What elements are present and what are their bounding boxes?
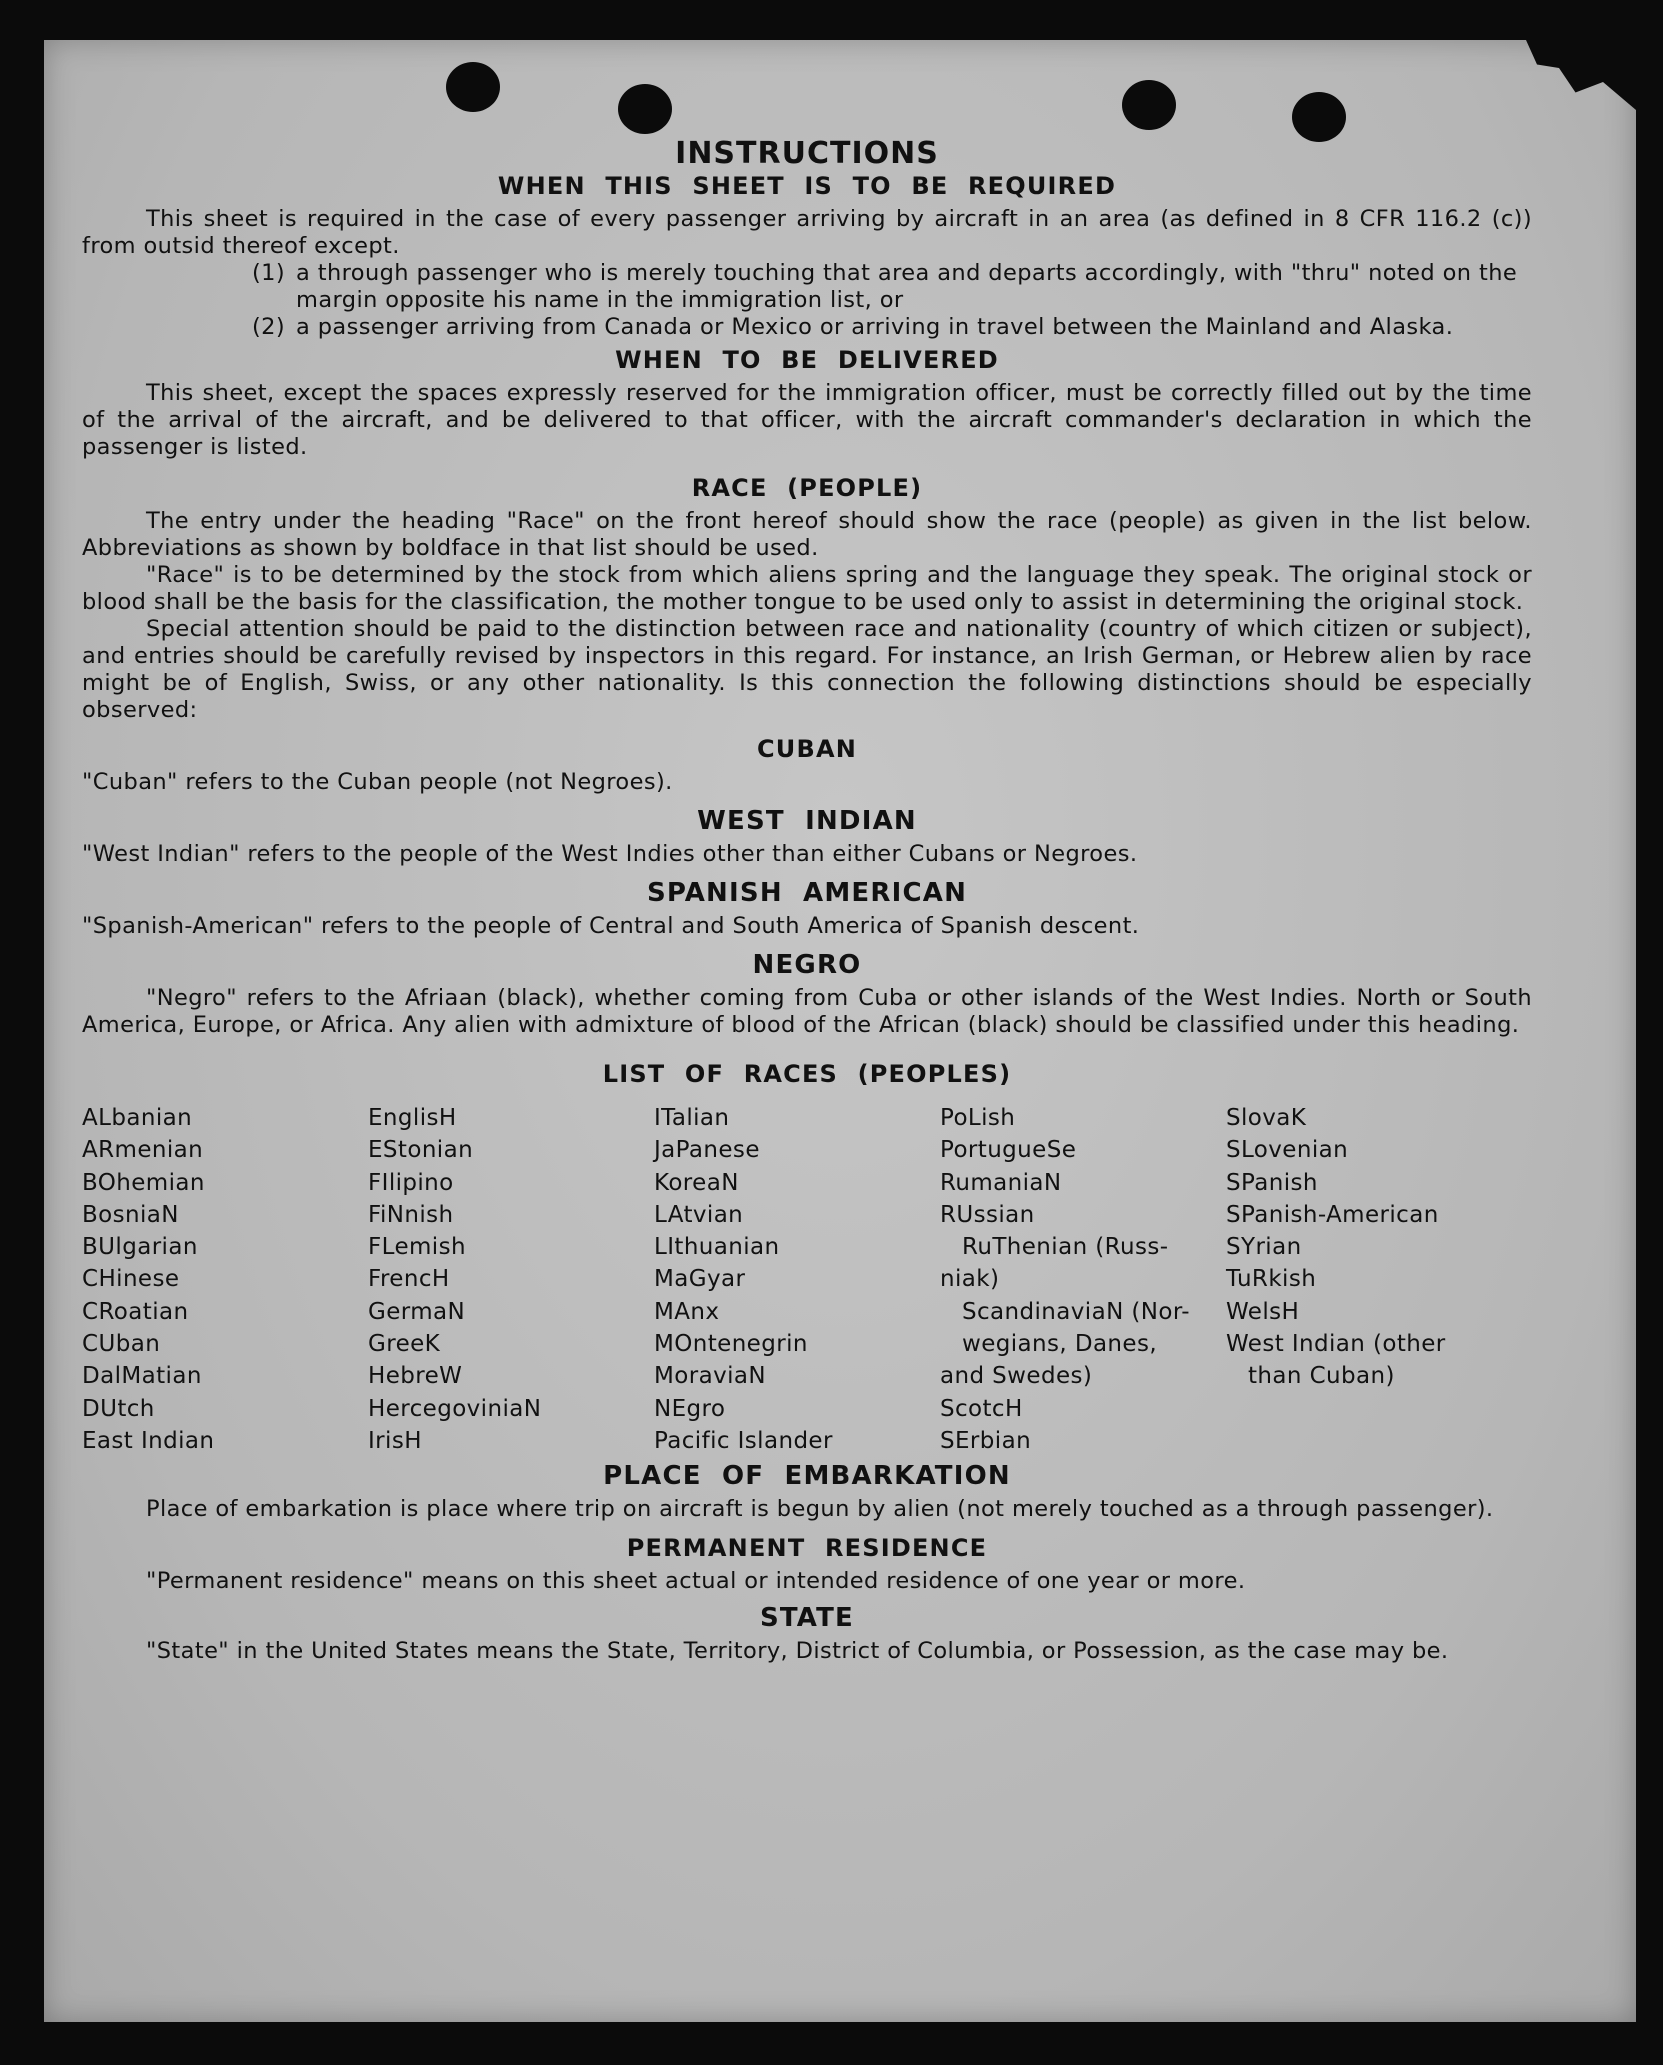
race-entry: SLovenian [1226,1137,1349,1164]
exception-item-2 [252,314,1532,341]
race-entry: EStonian [368,1137,474,1164]
race-entry: SPanish-American [1226,1201,1439,1228]
exception-text: a passenger arriving from Canada or Mexico or arriving in travel between the Mainland and Alaska. [296,314,1454,340]
race-entry: DUtch [82,1395,155,1422]
race-entry: SPanish [1226,1169,1318,1196]
race-entry: MaGyar [654,1266,746,1293]
race-entry: BUlgarian [82,1234,198,1261]
race-entry: CHinese [82,1266,180,1293]
races-column-1 [82,1102,368,1457]
torn-corner [1526,40,1636,110]
heading-residence: PERMANENT RESIDENCE [626,1534,988,1563]
race-entry: FrencH [368,1266,450,1293]
race-entry: BosniaN [82,1201,179,1228]
heading-negro: NEGRO [752,950,862,980]
races-column-3 [654,1102,940,1457]
race-entry: RumaniaN [940,1169,1062,1196]
heading-when-delivered: WHEN TO BE DELIVERED [615,346,999,374]
race-entry: MoraviaN [654,1363,766,1390]
race-entry: PortugueSe [940,1137,1077,1164]
race-entry-continued: RuThenian (Russ- [962,1234,1169,1261]
heading-embarkation: PLACE OF EMBARKATION [603,1461,1011,1492]
instructions-content [82,104,1532,1665]
race-entry: NEgro [654,1395,726,1422]
race-entry: East Indian [82,1427,215,1454]
exception-number: (1) [252,260,286,286]
residence-text: "Permanent residence" means on this sheet actual or intended residence of one year or more. [146,1568,1246,1595]
heading-when-required: WHEN THIS SHEET IS TO BE REQUIRED [497,172,1117,200]
race-entry: SErbian [940,1427,1032,1454]
race-entry: ARmenian [82,1137,204,1164]
race-entry: ScotcH [940,1395,1023,1422]
race-entry: LIthuanian [654,1234,780,1261]
west-indian-text: "West Indian" refers to the people of the West Indies other than either Cubans or Negroes. [82,841,1138,867]
race-entry: GreeK [368,1331,441,1358]
page-title: INSTRUCTIONS [675,136,939,171]
heading-spanish-american: SPANISH AMERICAN [646,878,968,908]
exception-number: (2) [252,314,286,340]
race-entry-continued: than Cuban) [1248,1363,1395,1390]
races-table [82,1102,1532,1457]
race-entry: DalMatian [82,1363,202,1390]
race-entry: IrisH [368,1427,422,1454]
race-entry: SYrian [1226,1234,1302,1261]
race-entry: CRoatian [82,1298,189,1325]
heading-state: STATE [759,1603,855,1634]
race-entry: KoreaN [654,1169,739,1196]
race-paragraph-3: Special attention should be paid to the distinction between race and nationality (country of which citizen or subject), and entries should be carefully revised by inspectors in this regard. For instance, an Irish German, or Hebrew alien by race might be of English, Swiss, or any other nationality. Is this connection the following distinctions should be especially observed: [82,616,1532,723]
embarkation-text: Place of embarkation is place where trip on aircraft is begun by alien (not merely touched as a through passenger). [146,1496,1494,1523]
race-entry: TuRkish [1226,1266,1317,1293]
race-entry-continued: ScandinaviaN (Nor- [962,1298,1190,1325]
race-entry: EnglisH [368,1105,457,1131]
state-text: "State" in the United States means the State, Territory, District of Columbia, or Possession, as the case may be. [146,1638,1449,1665]
race-entry: WelsH [1226,1298,1300,1325]
heading-race: RACE (PEOPLE) [691,474,923,502]
when-delivered-text: This sheet, except the spaces expressly reserved for the immigration officer, must be correctly filled out by the time of the arrival of the aircraft, and be delivered to that officer, with the aircraft commander's declaration in which the passenger is listed. [82,380,1532,460]
negro-text: "Negro" refers to the Afriaan (black), whether coming from Cuba or other islands of the West Indies. North or South America, Europe, or Africa. Any alien with admixture of blood of the African (black) should be classified under this heading. [82,985,1532,1038]
races-column-2 [368,1102,654,1457]
race-entry: FIlipino [368,1169,454,1196]
race-entry: FLemish [368,1234,466,1261]
races-column-5 [1226,1102,1526,1457]
heading-west-indian: WEST INDIAN [697,806,917,836]
race-entry: JaPanese [654,1137,760,1164]
race-entry: MAnx [654,1298,720,1325]
race-entry: GermaN [368,1298,466,1325]
race-entry: Pacific Islander [654,1427,833,1454]
race-entry: FiNnish [368,1201,454,1228]
race-paragraph-1: The entry under the heading "Race" on the front hereof should show the race (people) as given in the list below. Abbreviations as shown by boldface in that list should be used. [82,508,1532,561]
race-entry: PoLish [940,1105,1016,1131]
race-entry: MOntenegrin [654,1331,808,1358]
race-paragraph-2: "Race" is to be determined by the stock from which aliens spring and the language they speak. The original stock or blood shall be the basis for the classification, the mother tongue to be used only to assist in determining the original stock. [82,562,1532,615]
race-entry: HebreW [368,1363,463,1390]
races-column-4 [940,1102,1226,1457]
race-entry: LAtvian [654,1201,744,1228]
race-entry: SlovaK [1226,1105,1307,1131]
race-entry: HercegoviniaN [368,1395,542,1422]
race-entry: RUssian [940,1201,1035,1228]
exception-item-1 [252,260,1532,314]
heading-list-of-races: LIST OF RACES (PEOPLES) [602,1060,1012,1088]
race-entry: West Indian (other [1226,1331,1446,1358]
race-entry-continued: wegians, Danes, [962,1331,1158,1358]
race-entry: and Swedes) [940,1363,1093,1390]
when-required-intro: This sheet is required in the case of every passenger arriving by aircraft in an area (as defined in 8 CFR 116.2 (c)) from outsid thereof except. [82,206,1532,259]
race-entry: ALbanian [82,1105,193,1131]
cuban-text: "Cuban" refers to the Cuban people (not Negroes). [82,769,673,795]
heading-cuban: CUBAN [756,735,858,763]
race-entry: BOhemian [82,1169,205,1196]
exception-text: a through passenger who is merely touching that area and departs accordingly, with "thru" noted on the margin opposite his name in the immigration list, or [296,260,1518,313]
race-entry: niak) [940,1266,1000,1293]
spanish-american-text: "Spanish-American" refers to the people of Central and South America of Spanish descent. [82,913,1140,939]
race-entry: CUban [82,1331,161,1358]
race-entry: ITalian [654,1105,730,1131]
